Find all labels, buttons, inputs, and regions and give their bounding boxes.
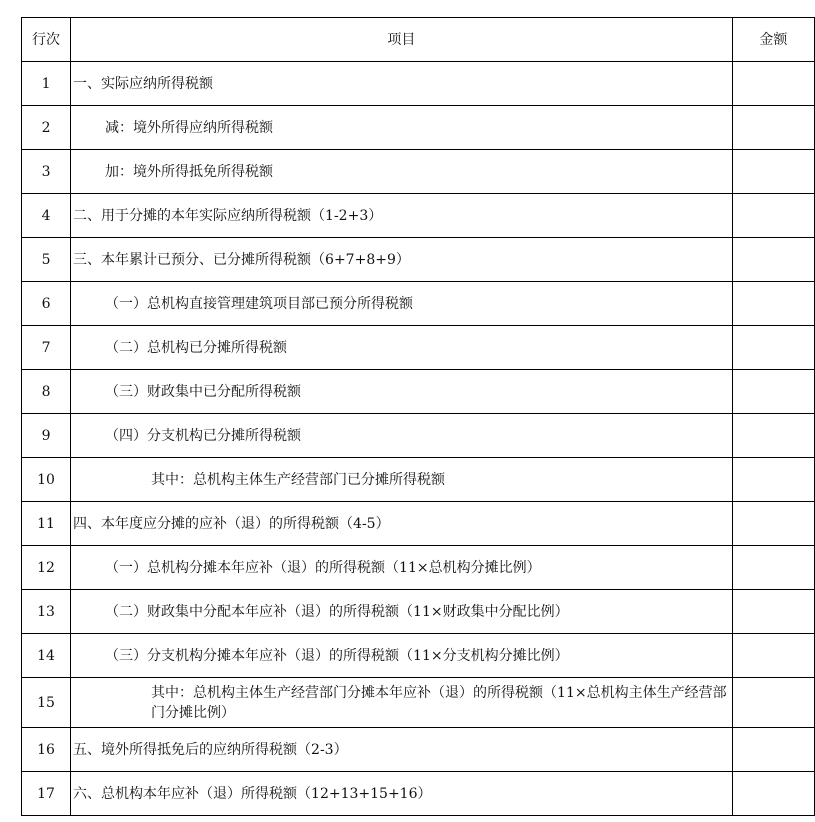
row-item: （一）总机构分摊本年应补（退）的所得税额（11×总机构分摊比例）: [71, 546, 733, 590]
amount-cell[interactable]: [732, 106, 814, 150]
header-item: 项目: [71, 18, 733, 62]
table-row: [22, 728, 815, 772]
row-no: 3: [22, 150, 71, 194]
tax-table: [21, 17, 815, 816]
amount-cell[interactable]: [732, 326, 814, 370]
row-item: （四）分支机构已分摊所得税额: [71, 414, 733, 458]
amount-cell[interactable]: [732, 370, 814, 414]
row-no: 6: [22, 282, 71, 326]
row-no: 2: [22, 106, 71, 150]
row-no: 13: [22, 590, 71, 634]
row-no: 1: [22, 62, 71, 106]
header-row-no: 行次: [22, 18, 71, 62]
table-row: [22, 370, 815, 414]
amount-cell[interactable]: [732, 728, 814, 772]
row-no: 12: [22, 546, 71, 590]
row-item: （二）财政集中分配本年应补（退）的所得税额（11×财政集中分配比例）: [71, 590, 733, 634]
row-item: （二）总机构已分摊所得税额: [71, 326, 733, 370]
amount-cell[interactable]: [732, 634, 814, 678]
row-no: 9: [22, 414, 71, 458]
amount-cell[interactable]: [732, 414, 814, 458]
table-row: [22, 546, 815, 590]
table-row: [22, 634, 815, 678]
row-no: 5: [22, 238, 71, 282]
table-row: [22, 62, 815, 106]
row-item: 二、用于分摊的本年实际应纳所得税额（1-2+3）: [71, 194, 733, 238]
row-no: 4: [22, 194, 71, 238]
row-no: 8: [22, 370, 71, 414]
row-no: 11: [22, 502, 71, 546]
table-row: [22, 590, 815, 634]
amount-cell[interactable]: [732, 502, 814, 546]
row-item: （一）总机构直接管理建筑项目部已预分所得税额: [71, 282, 733, 326]
table-row: [22, 150, 815, 194]
amount-cell[interactable]: [732, 62, 814, 106]
table-row: [22, 502, 815, 546]
row-item: 六、总机构本年应补（退）所得税额（12+13+15+16）: [71, 772, 733, 816]
amount-cell[interactable]: [732, 150, 814, 194]
row-no: 17: [22, 772, 71, 816]
table-header-row: [22, 18, 815, 62]
table-row: [22, 458, 815, 502]
row-item: 加：境外所得抵免所得税额: [71, 150, 733, 194]
table-row: [22, 414, 815, 458]
amount-cell[interactable]: [732, 678, 814, 728]
row-no: 10: [22, 458, 71, 502]
table-row: [22, 326, 815, 370]
table-row: [22, 106, 815, 150]
amount-cell[interactable]: [732, 238, 814, 282]
row-no: 15: [22, 678, 71, 728]
row-item: 一、实际应纳所得税额: [71, 62, 733, 106]
row-item: 四、本年度应分摊的应补（退）的所得税额（4-5）: [71, 502, 733, 546]
row-no: 16: [22, 728, 71, 772]
row-item: 其中：总机构主体生产经营部门已分摊所得税额: [71, 458, 733, 502]
row-no: 7: [22, 326, 71, 370]
row-item: （三）分支机构分摊本年应补（退）的所得税额（11×分支机构分摊比例）: [71, 634, 733, 678]
row-item: 减：境外所得应纳所得税额: [71, 106, 733, 150]
table-row: [22, 678, 815, 728]
row-item: 其中：总机构主体生产经营部门分摊本年应补（退）的所得税额（11×总机构主体生产经营部门分摊比例）: [71, 678, 733, 728]
amount-cell[interactable]: [732, 772, 814, 816]
header-amount: 金额: [732, 18, 814, 62]
row-item: 三、本年累计已预分、已分摊所得税额（6+7+8+9）: [71, 238, 733, 282]
row-no: 14: [22, 634, 71, 678]
amount-cell[interactable]: [732, 194, 814, 238]
table-row: [22, 282, 815, 326]
table-row: [22, 238, 815, 282]
row-item: （三）财政集中已分配所得税额: [71, 370, 733, 414]
amount-cell[interactable]: [732, 458, 814, 502]
row-item: 五、境外所得抵免后的应纳所得税额（2-3）: [71, 728, 733, 772]
amount-cell[interactable]: [732, 282, 814, 326]
table-row: [22, 194, 815, 238]
amount-cell[interactable]: [732, 546, 814, 590]
amount-cell[interactable]: [732, 590, 814, 634]
table-row: [22, 772, 815, 816]
